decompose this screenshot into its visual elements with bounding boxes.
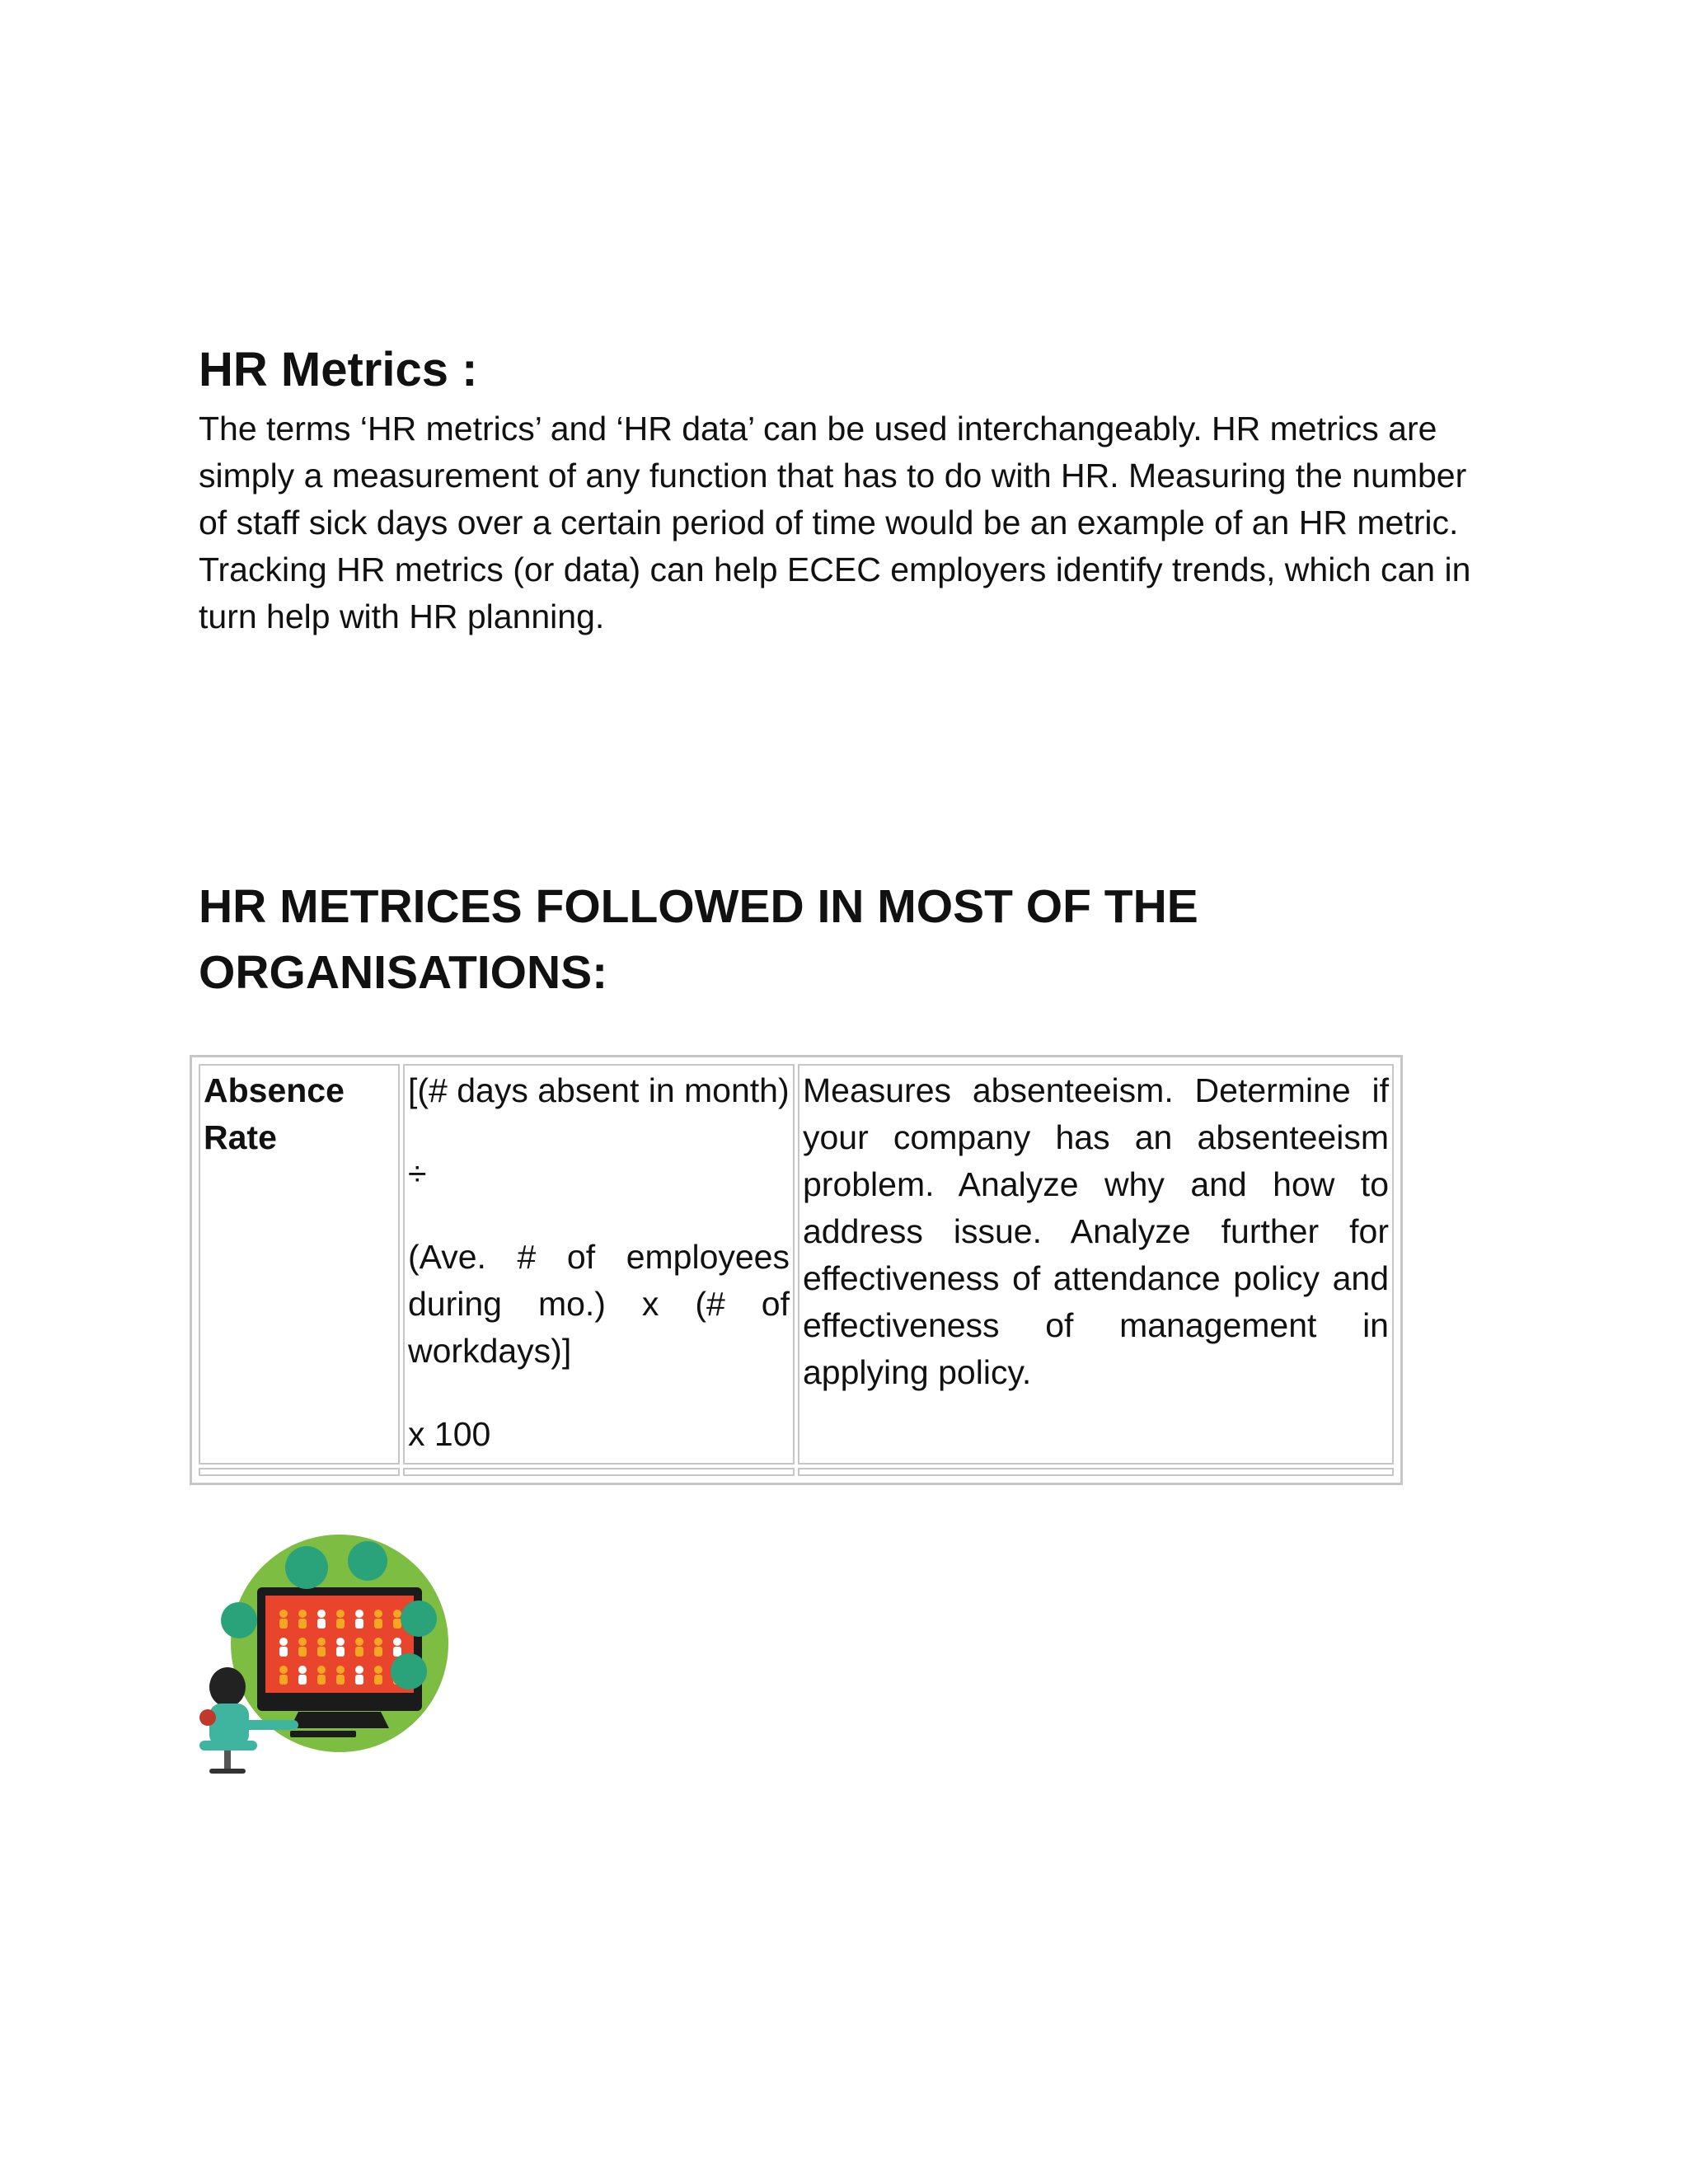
formula-denominator: (Ave. # of employees during mo.) x (# of workdays)] <box>408 1238 790 1370</box>
metric-description-cell: Measures absenteeism. Determine if your company has an absenteeism problem. Analyze why and how to address issue. Analyze further for effectiveness of attendance policy and effectiveness of management in applying policy. <box>798 1064 1394 1465</box>
formula-spacer <box>408 1114 790 1151</box>
formula-spacer <box>408 1197 790 1234</box>
hr-metrics-intro-paragraph: The terms ‘HR metrics’ and ‘HR data’ can be used interchangeably. HR metrics are simply a measurement of any function that has to do with HR. Measuring the number of staff sick days over a certain period of time would be an example of an HR metric. Tracking HR metrics (or data) can help ECEC employers identify trends, which can in turn help with HR planning. <box>199 410 1471 635</box>
metric-formula-cell <box>403 1064 795 1465</box>
hr-metrices-section-heading: HR METRICES FOLLOWED IN MOST OF THE ORGANISATIONS: <box>199 880 1198 999</box>
empty-cell <box>798 1468 1394 1476</box>
empty-cell <box>199 1468 400 1476</box>
hr-metrics-table <box>190 1055 1403 1485</box>
formula-operator: ÷ <box>408 1155 427 1193</box>
formula-numerator: [(# days absent in month) <box>408 1071 790 1109</box>
formula-spacer <box>408 1375 790 1411</box>
empty-cell <box>403 1468 795 1476</box>
table-row-empty <box>199 1468 1394 1476</box>
metric-name-cell: Absence Rate <box>199 1064 400 1465</box>
table-row <box>199 1064 1394 1465</box>
employee-attendance-illustration-icon <box>191 1535 455 1782</box>
formula-multiplier: x 100 <box>408 1415 491 1453</box>
hr-metrics-heading: HR Metrics : <box>199 343 478 396</box>
